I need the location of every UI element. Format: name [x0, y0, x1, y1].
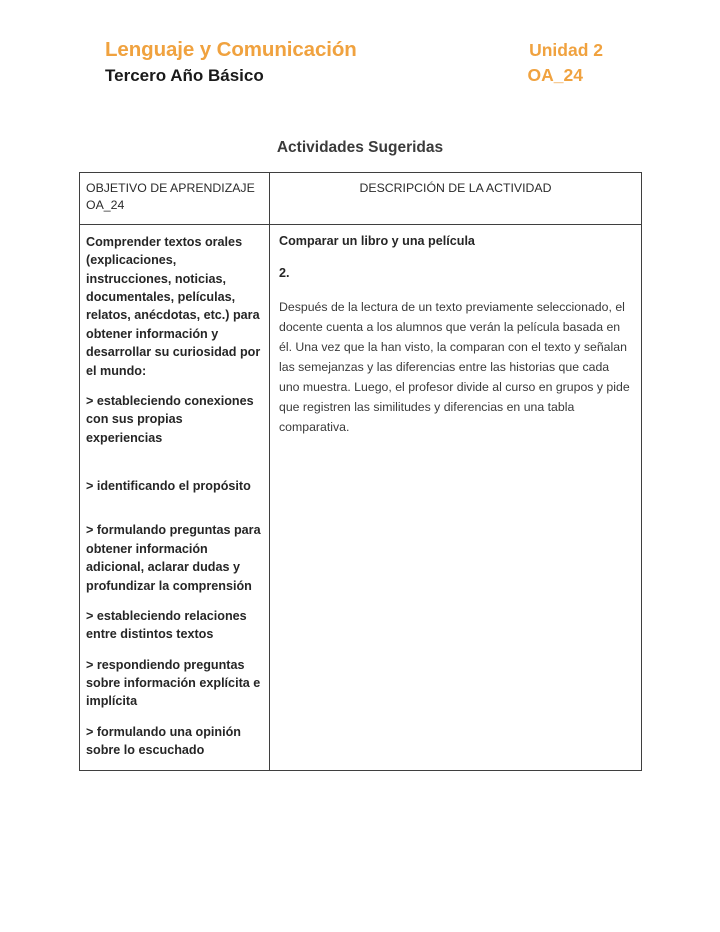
subject-title: Lenguaje y Comunicación — [105, 38, 357, 61]
activity-body-text: Después de la lectura de un texto previamente seleccionado, el docente cuenta a los alumnos que verán la película basada en él. Una vez que la han visto, la comparan con el texto y señalan las semejanzas y las diferencias entre las historias que cada uno muestra. Luego, el profesor divide al curso en grupos y pide que registren las similitudes y diferencias en una tabla comparativa. — [279, 300, 630, 434]
activity-title: Comparar un libro y una película — [279, 233, 475, 248]
unit-label: Unidad 2 — [529, 40, 603, 60]
grade-title: Tercero Año Básico — [105, 65, 264, 85]
document-header — [105, 38, 643, 85]
activity-number: 2. — [279, 265, 290, 280]
table-row — [80, 224, 642, 770]
section-title: Actividades Sugeridas — [276, 139, 444, 156]
header-row-primary — [105, 38, 643, 62]
objetivo-intro-text: Comprender textos orales (explicaciones, instrucciones, noticias, documentales, películas, relatos, anécdotas, etc.) para obtener información y desarrollar su curiosidad por el mundo: — [86, 234, 261, 378]
column-header-objetivo: OBJETIVO DE APRENDIZAJE OA_24 — [80, 173, 270, 225]
activities-table — [79, 172, 642, 771]
objetivo-bullet-0: > estableciendo conexiones con sus propias experiencias — [86, 393, 254, 445]
column-header-descripcion: DESCRIPCIÓN DE LA ACTIVIDAD — [270, 173, 642, 225]
oa-code-label: OA_24 — [527, 64, 583, 85]
cell-descripcion-actividad — [270, 224, 642, 770]
table-header-row — [80, 173, 642, 225]
objetivo-bullet-5: > formulando una opinión sobre lo escuchado — [86, 724, 241, 758]
header-row-secondary — [105, 65, 643, 86]
cell-objetivo-aprendizaje — [80, 224, 270, 770]
objetivo-bullet-1: > identificando el propósito — [86, 479, 251, 494]
objetivo-bullet-2: > formulando preguntas para obtener información adicional, aclarar dudas y profundizar la comprensión — [86, 523, 261, 593]
objetivo-bullet-4: > respondiendo preguntas sobre información explícita e implícita — [86, 657, 261, 709]
objetivo-bullet-3: > estableciendo relaciones entre distintos textos — [86, 608, 247, 642]
